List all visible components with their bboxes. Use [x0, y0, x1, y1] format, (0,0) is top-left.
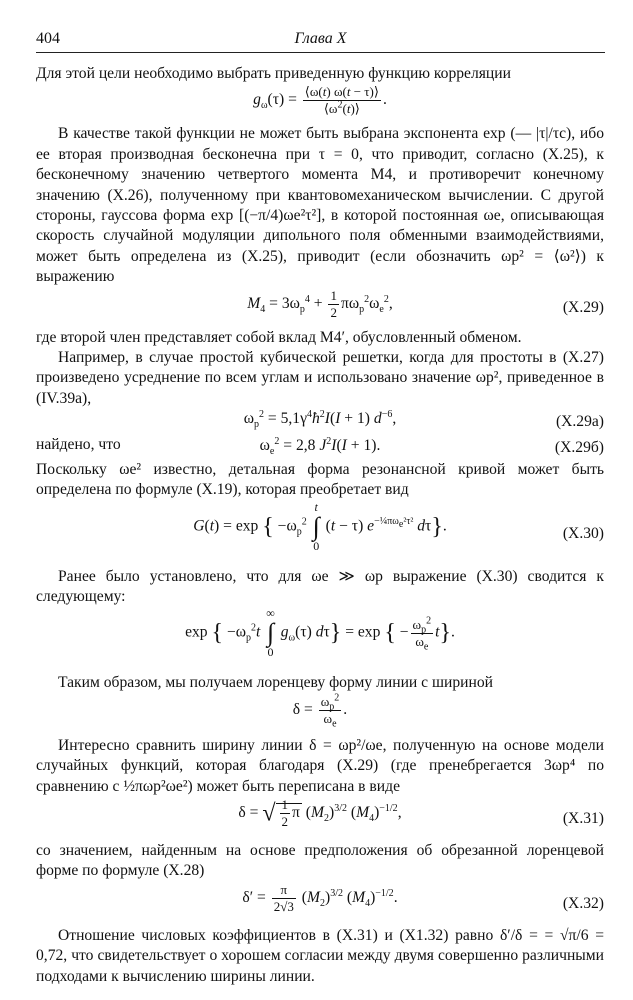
paragraph-4: Например, в случае простой кубической решетки, когда для простоты в (X.27) произведено усреднение по всем углам и использовано значение ωp², приведенное в (IV.39a),: [36, 349, 604, 407]
equation-x32: δ′ = $\frac{\pi}{2√3}$ $(M_2)^{3/2}$ $(M_4)^{-1/2}$. (X.32): [242, 881, 604, 914]
paragraph-5: найдено, что: [36, 436, 121, 454]
paragraph-10: со значением, найденным на основе предположения об обрезанной лоренцевой форме по формуле (X.28): [36, 841, 604, 880]
paragraph-1: Для этой цели необходимо выбрать приведенную функцию корреляции: [36, 65, 511, 82]
paragraph-9: Интересно сравнить ширину линии δ = ωp²/ωe, полученную на основе модели случайных функций, которая благодаря (X.29) (где пренебрегается 3ωp⁴ по сравнению с ½πωp²ωe²) может быть переписана в виде: [36, 736, 604, 795]
running-header: [36, 30, 605, 52]
paragraph-6: Поскольку ωe² известно, детальная форма резонансной кривой может быть определена по формуле (X.19), которая преобретает вид: [36, 460, 604, 499]
equation-x29b: $\omega_e^2 = 2,8$ $J^2I(I + 1)$. (X.29б): [259, 435, 604, 457]
equation-x29a: $\omega_p^2$ = $5,1\gamma^4ħ^2I(I + 1)$ $d^{-6}$, (X.29a): [36, 409, 604, 435]
paragraph-3: где второй член представляет собой вклад M4′, обусловленный обменом.: [36, 328, 522, 346]
equation-reduced: exp { $-\omega_p^2t$ ∞ ∫ 0 $g_\omega(\tau) d\tau\} = \exp$ { − $\frac{\omega_p^2}{\omega_e}$ t}.: [185, 606, 455, 660]
equation-number-x32: (X.32): [562, 894, 604, 912]
equation-number-x30: (X.30): [562, 524, 604, 542]
equation-number-x31: (X.31): [562, 809, 604, 827]
equation-number-x29a: (X.29a): [555, 413, 604, 431]
paragraph-2: В качестве такой функции не может быть выбрана экспонента exp (— |τ|/τc), ибо ее вторая производная бесконечна при τ = 0, что приводит, согласно (X.25), к бесконечному значению четвертого момента M4, и противоречит конечному значению (X.26), полученному при квантовомеханическом вычислении. С другой стороны, гауссова форма exp [(−π/4)ωe²τ²], в которой постоянная ωe, описывающая скорость случайной модуляции дипольного поля обменными взаимодействиями, может быть определена из (X.25), приводит (если обозначить ωp² = ⟨ω²⟩) к выражению: [36, 125, 604, 286]
paragraph-8: Таким образом, мы получаем лоренцеву форму линии с шириной: [58, 674, 493, 692]
equation-delta: δ = $\frac{\omega_p^2}{\omega_e}$ .: [292, 692, 348, 730]
equation-x31: δ = √ $\frac{1}{2}$ π $(M_2)^{3/2}$ $(M_4)^{-1/2}$, (X.31): [238, 796, 604, 829]
equation-x29: $M_4 = 3\omega_p^4$ + $\frac{1}{2}$ $\pi\omega_p^2\omega_e^2$, (X.29): [247, 287, 604, 320]
equation-number-x29: (X.29): [562, 298, 604, 316]
page-body: [36, 64, 604, 987]
header-rule: [36, 52, 605, 53]
equation-x30: G(t) = exp { $-\omega_p^2$ t ∫ 0 (t − τ) $e^{-\frac{1}{4}\pi\omega_e^2\tau^2}$ dτ}. (X.30): [193, 499, 604, 553]
equation-correlation-function: $g_\omega(\tau)$ = $\frac{⟨\omega(t) \omega(t - \tau)⟩}{⟨\omega^2(t)⟩}$ .: [253, 84, 387, 117]
paragraph-11: Отношение числовых коэффициентов в (X.31) и (X1.32) равно δ′/δ = = √π/6 = 0,72, что свидетельствует о хорошем согласии между двумя совершенно различными подходами к вычислению ширины линии.: [36, 926, 604, 985]
page-number: 404: [36, 30, 60, 47]
paragraph-7: Ранее было установлено, что для ωe ≫ ωp выражение (X.30) сводится к следующему:: [36, 567, 604, 605]
chapter-title: Глава X: [294, 30, 347, 47]
equation-number-x29b: (X.29б): [554, 438, 604, 456]
